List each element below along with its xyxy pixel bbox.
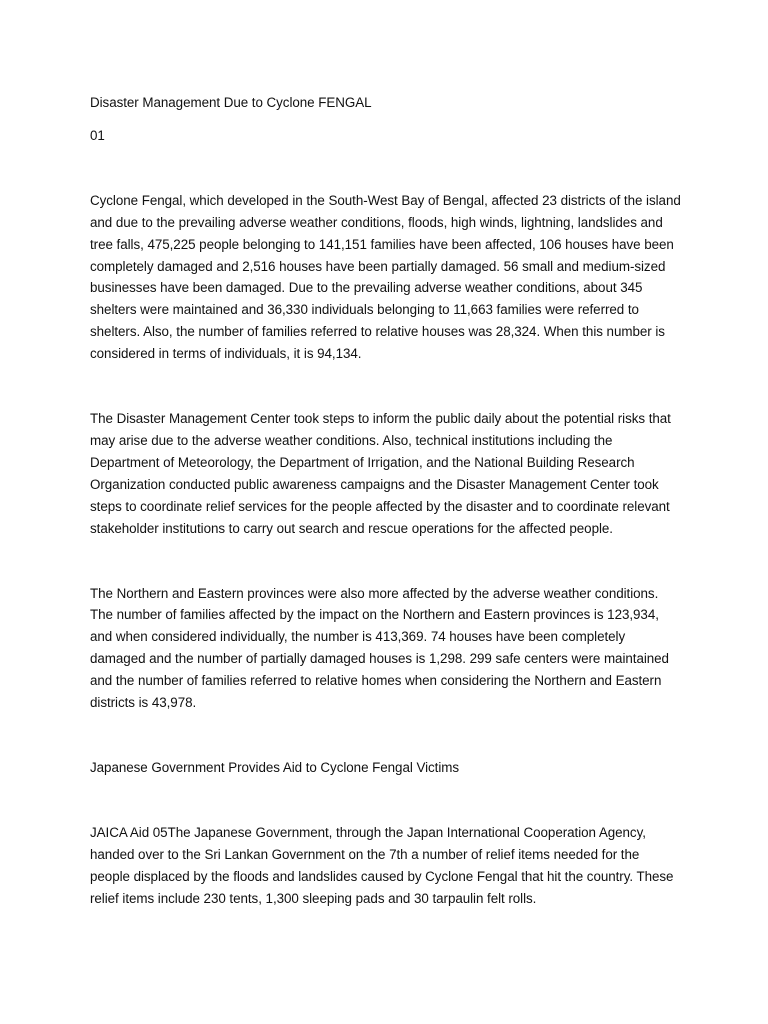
document-title: Disaster Management Due to Cyclone FENGAL	[90, 95, 372, 110]
paragraph-cyclone-impact: Cyclone Fengal, which developed in the South-West Bay of Bengal, affected 23 districts of the island and due to the prevailing adverse weather conditions, floods, high winds, lightning, landslides and tree falls, 475,225 people belonging to 141,151 families have been affected, 106 houses have been completely damaged and 2,516 houses have been partially damaged. 56 small and medium-sized businesses have been damaged. Due to the prevailing adverse weather conditions, about 345 shelters were maintained and 36,330 individuals belonging to 11,663 families were referred to shelters. Also, the number of families referred to relative houses was 28,324. When this number is considered in terms of individuals, it is 94,134.	[90, 192, 681, 362]
paragraph-disaster-management-center: The Disaster Management Center took steps to inform the public daily about the potential risks that may arise due to the adverse weather conditions. Also, technical institutions including the Department of Meteorology, the Department of Irrigation, and the National Building Research Organization conducted public awareness campaigns and the Disaster Management Center took steps to coordinate relief services for the people affected by the disaster and to coordinate relevant stakeholder institutions to carry out search and rescue operations for the affected people.	[90, 411, 671, 536]
paragraph-jaica-aid: JAICA Aid 05The Japanese Government, through the Japan International Cooperation Agency, handed over to the Sri Lankan Government on the 7th a number of relief items needed for the people displaced by the floods and landslides caused by Cyclone Fengal that hit the country. These relief items include 230 tents, 1,300 sleeping pads and 30 tarpaulin felt rolls.	[90, 824, 674, 906]
section-heading-japanese-aid: Japanese Government Provides Aid to Cyclone Fengal Victims	[90, 759, 460, 775]
document-page	[90, 92, 682, 909]
page-number: 01	[90, 127, 105, 143]
paragraph-northern-eastern-provinces: The Northern and Eastern provinces were also more affected by the adverse weather conditions. The number of families affected by the impact on the Northern and Eastern provinces is 123,934, and when considered individually, the number is 413,369. 74 houses have been completely damaged and the number of partially damaged houses is 1,298. 299 safe centers were maintained and the number of families referred to relative homes when considering the Northern and Eastern districts is 43,978.	[90, 585, 669, 711]
